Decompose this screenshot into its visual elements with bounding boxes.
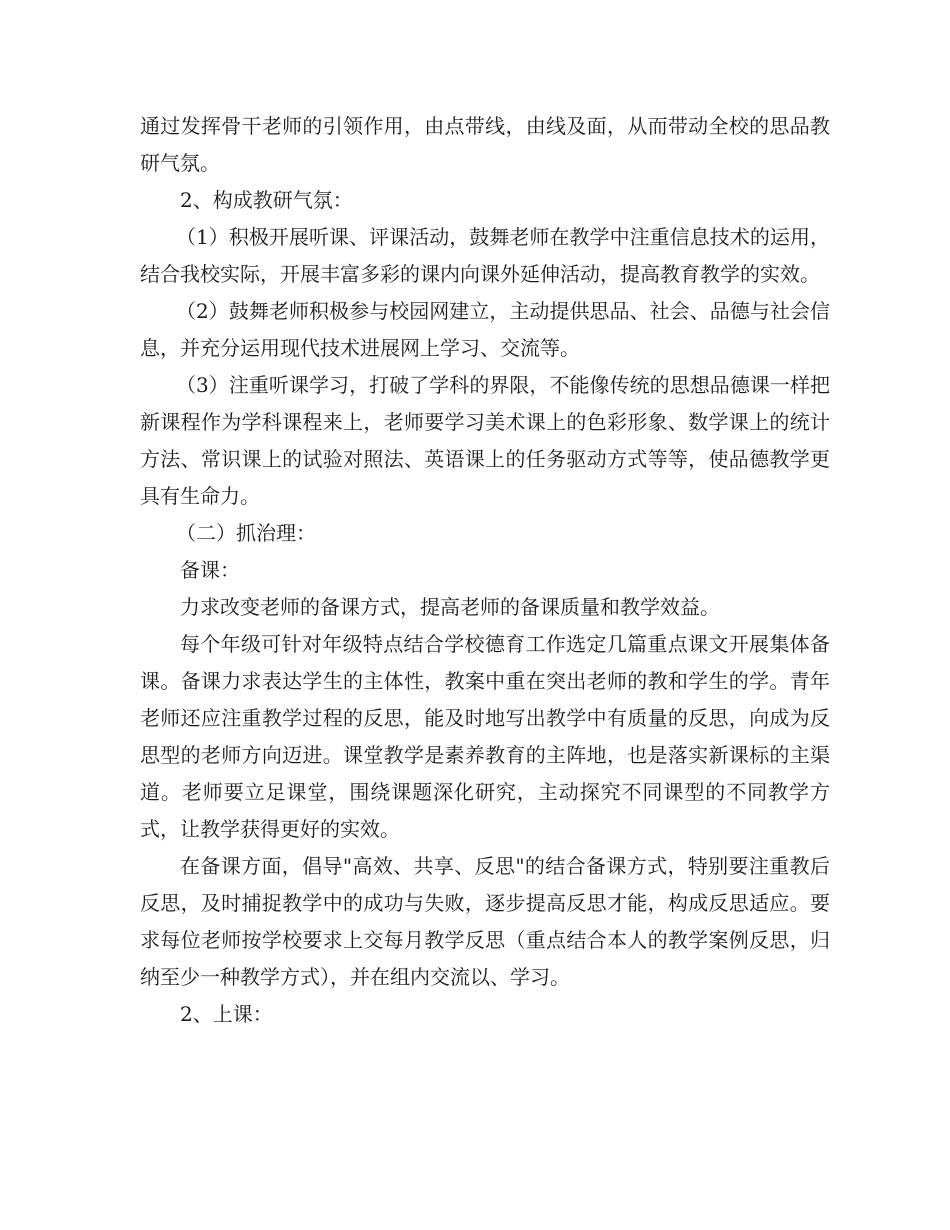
paragraph-2: 2、构成教研气氛： [180, 188, 353, 212]
paragraph-4: （2）鼓舞老师积极参与校园网建立，主动提供思品、社会、品德与社会信息，并充分运用现代技术进展网上学习、交流等。 [140, 299, 830, 360]
paragraph-5: （3）注重听课学习，打破了学科的界限，不能像传统的思想品德课一样把新课程作为学科课程来上，老师要学习美术课上的色彩形象、数学课上的统计方法、常识课上的试验对照法、英语课上的任务驱动方式等等，使品德教学更具有生命力。 [140, 373, 830, 508]
paragraph-1: 通过发挥骨干老师的引领作用，由点带线，由线及面，从而带动全校的思品教研气氛。 [140, 114, 830, 175]
paragraph-3: （1）积极开展听课、评课活动，鼓舞老师在教学中注重信息技术的运用，结合我校实际，开展丰富多彩的课内向课外延伸活动，提高教育教学的实效。 [140, 225, 830, 286]
document-body [140, 108, 830, 1033]
paragraph-9: 每个年级可针对年级特点结合学校德育工作选定几篇重点课文开展集体备课。备课力求表达学生的主体性，教案中重在突出老师的教和学生的学。青年老师还应注重教学过程的反思，能及时地写出教学中有质量的反思，向成为反思型的老师方向迈进。课堂教学是素养教育的主阵地，也是落实新课标的主渠道。老师要立足课堂，围绕课题深化研究，主动探究不同课型的不同教学方式，让教学获得更好的实效。 [140, 632, 830, 841]
paragraph-10: 在备课方面，倡导"高效、共享、反思"的结合备课方式，特别要注重教后反思，及时捕捉教学中的成功与失败，逐步提高反思才能，构成反思适应。要求每位老师按学校要求上交每月教学反思（重点结合本人的教学案例反思，归纳至少一种教学方式），并在组内交流以、学习。 [140, 854, 830, 989]
paragraph-7: 备课： [180, 558, 240, 582]
paragraph-6: （二）抓治理： [176, 521, 316, 545]
paragraph-11: 2、上课： [180, 1002, 273, 1026]
paragraph-8: 力求改变老师的备课方式，提高老师的备课质量和教学效益。 [180, 595, 720, 619]
